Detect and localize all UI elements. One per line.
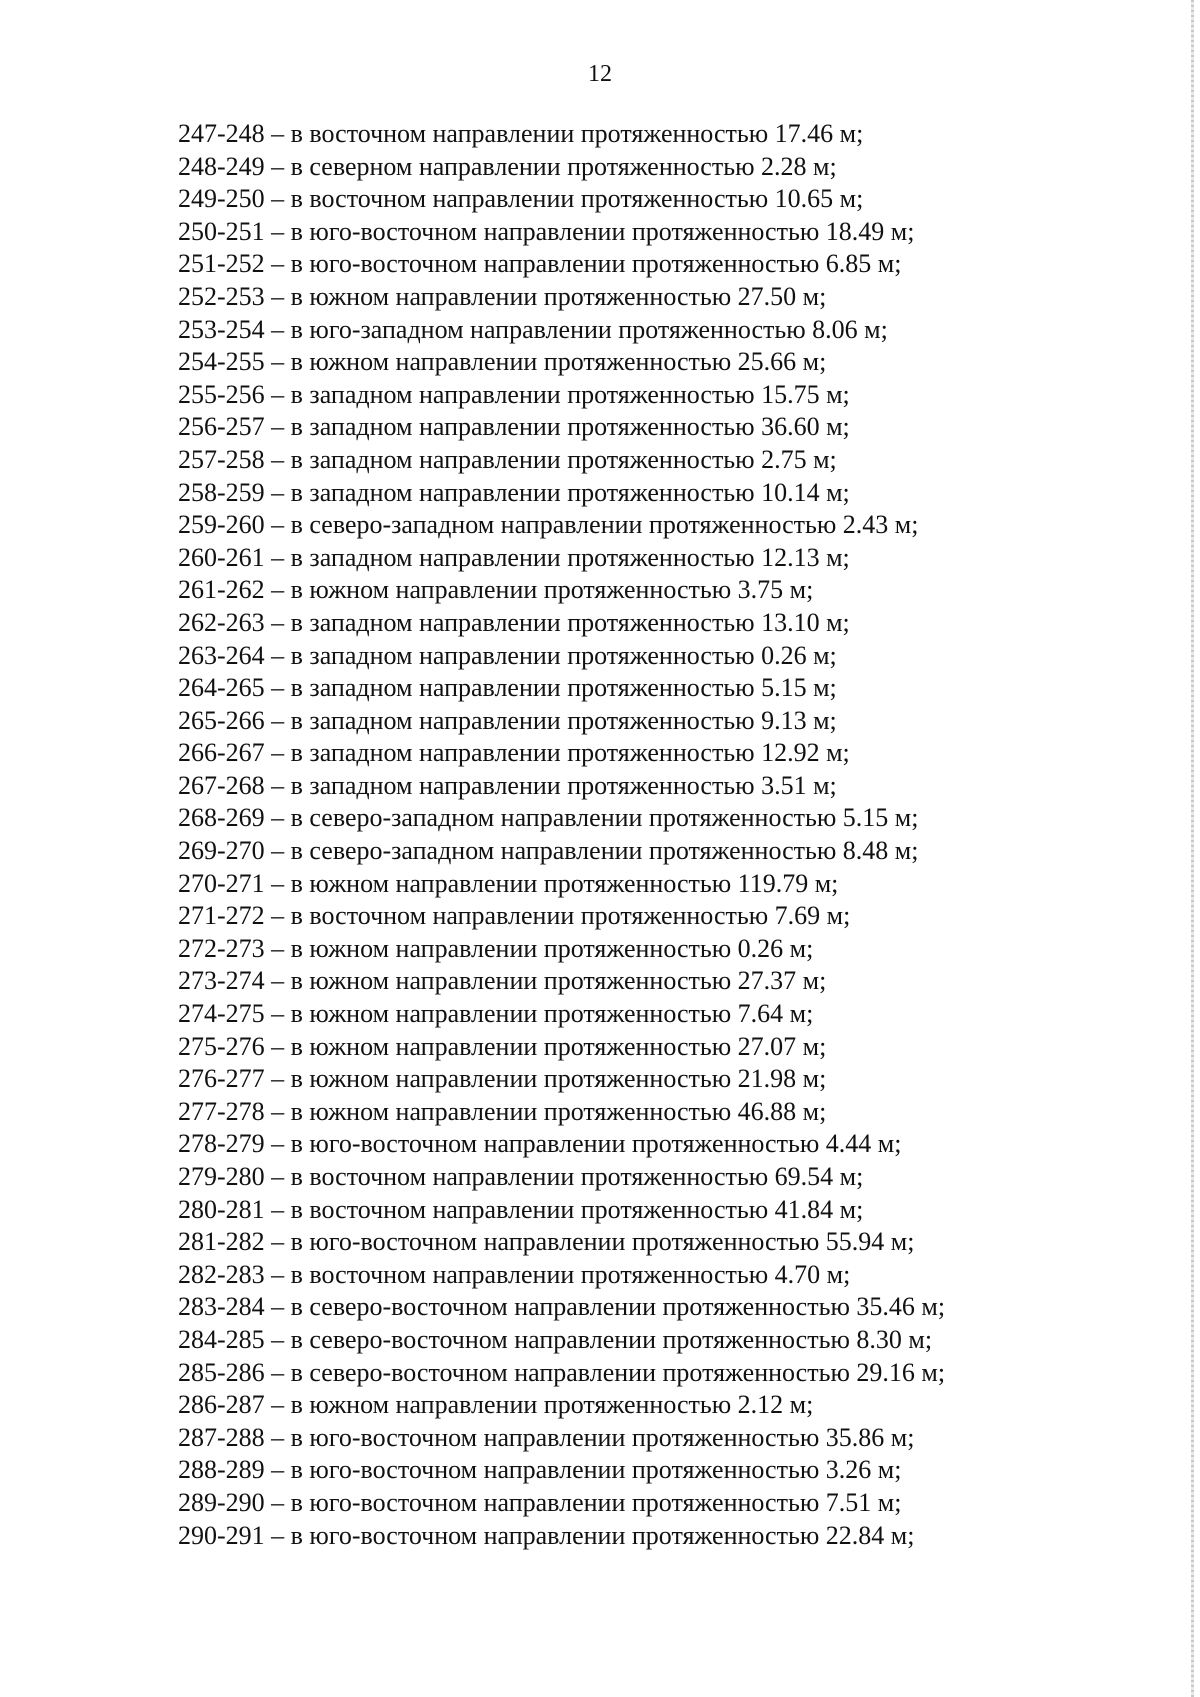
boundary-segment-line: 274-275 – в южном направлении протяженностью 7.64 м; [178, 999, 814, 1029]
boundary-segment-line: 251-252 – в юго-восточном направлении протяженностью 6.85 м; [178, 249, 902, 279]
boundary-segment-line: 266-267 – в западном направлении протяженностью 12.92 м; [178, 738, 850, 768]
boundary-segment-line: 289-290 – в юго-восточном направлении протяженностью 7.51 м; [178, 1487, 902, 1517]
boundary-segment-line: 256-257 – в западном направлении протяженностью 36.60 м; [178, 412, 850, 442]
boundary-segment-line: 288-289 – в юго-восточном направлении протяженностью 3.26 м; [178, 1455, 902, 1485]
boundary-segment-line: 263-264 – в западном направлении протяженностью 0.26 м; [178, 640, 837, 670]
boundary-segment-line: 259-260 – в северо-западном направлении протяженностью 2.43 м; [178, 510, 919, 540]
boundary-segment-line: 252-253 – в южном направлении протяженностью 27.50 м; [178, 281, 827, 311]
boundary-segment-line: 276-277 – в южном направлении протяженностью 21.98 м; [178, 1064, 827, 1094]
boundary-segment-line: 257-258 – в западном направлении протяженностью 2.75 м; [178, 444, 837, 474]
boundary-segment-line: 269-270 – в северо-западном направлении протяженностью 8.48 м; [178, 836, 919, 866]
boundary-segment-list [178, 118, 1078, 1552]
boundary-segment-line: 279-280 – в восточном направлении протяженностью 69.54 м; [178, 1162, 864, 1191]
boundary-segment-line: 271-272 – в восточном направлении протяженностью 7.69 м; [178, 901, 851, 931]
boundary-segment-line: 249-250 – в восточном направлении протяженностью 10.65 м; [178, 184, 864, 214]
scan-edge-border [1191, 0, 1194, 1697]
page-number: 12 [588, 61, 612, 87]
boundary-segment-line: 250-251 – в юго-восточном направлении протяженностью 18.49 м; [178, 216, 915, 246]
boundary-segment-line: 277-278 – в южном направлении протяженностью 46.88 м; [178, 1096, 827, 1126]
boundary-segment-line: 285-286 – в северо-восточном направлении протяженностью 29.16 м; [178, 1357, 946, 1387]
boundary-segment-line: 275-276 – в южном направлении протяженностью 27.07 м; [178, 1031, 827, 1061]
boundary-segment-line: 265-266 – в западном направлении протяженностью 9.13 м; [178, 705, 837, 735]
boundary-segment-line: 286-287 – в южном направлении протяженностью 2.12 м; [178, 1390, 814, 1420]
boundary-segment-line: 264-265 – в западном направлении протяженностью 5.15 м; [178, 673, 837, 703]
boundary-segment-line: 267-268 – в западном направлении протяженностью 3.51 м; [178, 770, 837, 800]
boundary-segment-line: 268-269 – в северо-западном направлении протяженностью 5.15 м; [178, 803, 919, 833]
boundary-segment-line: 280-281 – в восточном направлении протяженностью 41.84 м; [178, 1194, 864, 1224]
boundary-segment-line: 261-262 – в южном направлении протяженностью 3.75 м; [178, 575, 814, 605]
boundary-segment-line: 248-249 – в северном направлении протяженностью 2.28 м; [178, 151, 837, 181]
boundary-segment-line: 272-273 – в южном направлении протяженностью 0.26 м; [178, 933, 814, 963]
boundary-segment-line: 284-285 – в северо-восточном направлении протяженностью 8.30 м; [178, 1324, 933, 1354]
boundary-segment-line: 255-256 – в западном направлении протяженностью 15.75 м; [178, 379, 850, 409]
boundary-segment-line: 290-291 – в юго-восточном направлении протяженностью 22.84 м; [178, 1520, 915, 1550]
boundary-segment-line: 247-248 – в восточном направлении протяженностью 17.46 м; [178, 119, 864, 148]
boundary-segment-line: 270-271 – в южном направлении протяженностью 119.79 м; [178, 868, 839, 898]
boundary-segment-line: 287-288 – в юго-восточном направлении протяженностью 35.86 м; [178, 1422, 915, 1452]
boundary-segment-line: 258-259 – в западном направлении протяженностью 10.14 м; [178, 477, 850, 507]
boundary-segment-line: 282-283 – в восточном направлении протяженностью 4.70 м; [178, 1259, 851, 1289]
boundary-segment-line: 254-255 – в южном направлении протяженностью 25.66 м; [178, 347, 827, 377]
boundary-segment-line: 283-284 – в северо-восточном направлении протяженностью 35.46 м; [178, 1292, 946, 1322]
boundary-segment-line: 260-261 – в западном направлении протяженностью 12.13 м; [178, 542, 850, 572]
boundary-segment-line: 253-254 – в юго-западном направлении протяженностью 8.06 м; [178, 314, 888, 344]
boundary-segment-line: 273-274 – в южном направлении протяженностью 27.37 м; [178, 966, 827, 996]
boundary-segment-line: 278-279 – в юго-восточном направлении протяженностью 4.44 м; [178, 1129, 902, 1159]
boundary-segment-line: 262-263 – в западном направлении протяженностью 13.10 м; [178, 607, 850, 637]
boundary-segment-line: 281-282 – в юго-восточном направлении протяженностью 55.94 м; [178, 1227, 915, 1257]
